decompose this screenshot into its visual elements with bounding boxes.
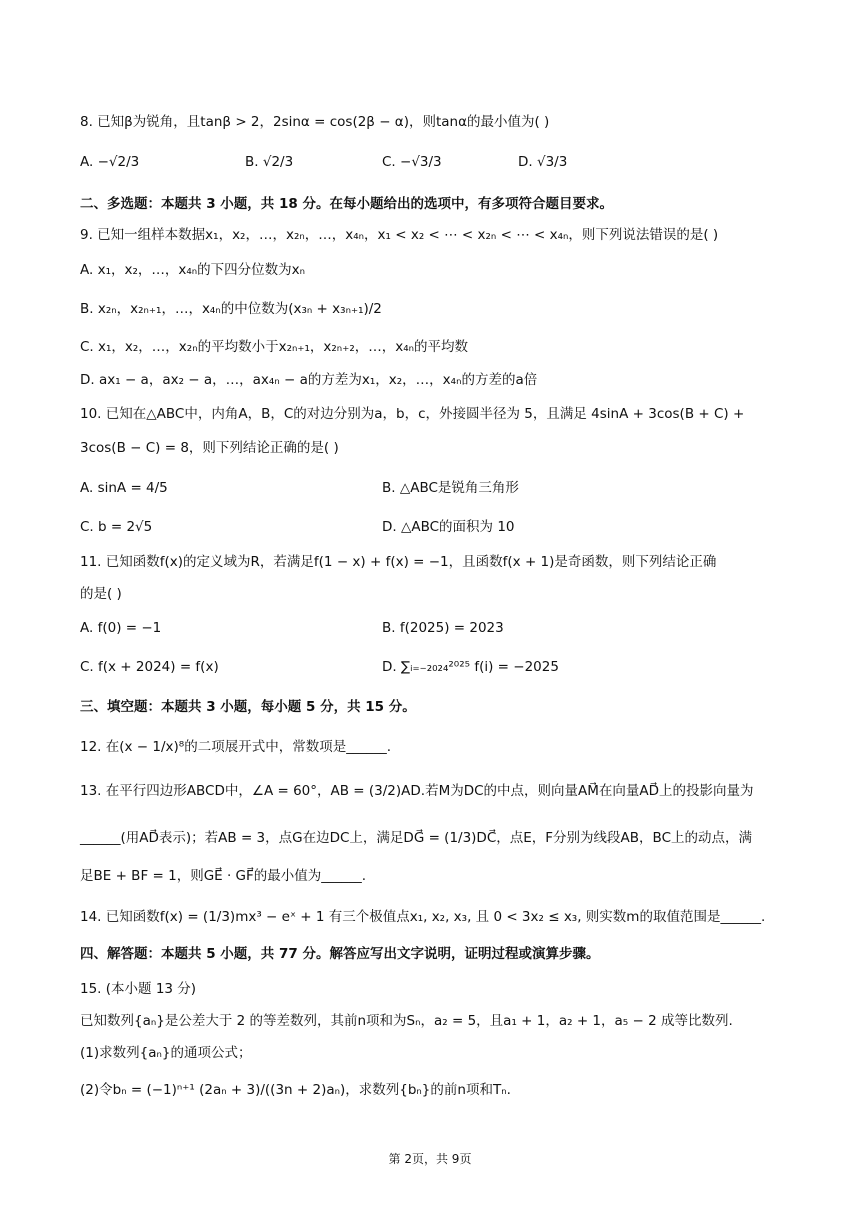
q8-option-c: C. −√3/3 <box>382 154 442 170</box>
q11-option-d: D. ∑ᵢ₌₋₂₀₂₄²⁰²⁵ f(i) = −2025 <box>382 659 559 675</box>
question-10-stem-line2: 3cos(B − C) = 8，则下列结论正确的是( ) <box>80 440 339 456</box>
section-4-heading: 四、解答题：本题共 5 小题，共 77 分。解答应写出文字说明，证明过程或演算步骤。 <box>80 946 600 962</box>
q10-option-d: D. △ABC的面积为 10 <box>382 519 515 535</box>
question-13-line2: ______(用AD⃗表示)；若AB = 3，点G在边DC上，满足DG⃗ = (1/3)DC⃗，点E，F分别为线段AB，BC上的动点，满 <box>80 830 752 846</box>
q9-option-a: A. x₁，x₂，…，x₄ₙ的下四分位数为xₙ <box>80 262 306 278</box>
q10-option-b: B. △ABC是锐角三角形 <box>382 480 519 496</box>
q10-option-a: A. sinA = 4/5 <box>80 480 168 496</box>
question-14: 14. 已知函数f(x) = (1/3)mx³ − eˣ + 1 有三个极值点x₁, x₂, x₃, 且 0 < 3x₂ ≤ x₃, 则实数m的取值范围是______. <box>80 909 766 925</box>
question-13-line3: 足BE + BF = 1，则GE⃗ · GF⃗的最小值为______. <box>80 868 367 884</box>
question-11-stem-line2: 的是( ) <box>80 586 122 602</box>
question-15-line3: (2)令bₙ = (−1)ⁿ⁺¹ (2aₙ + 3)/((3n + 2)aₙ)，求数列{bₙ}的前n项和Tₙ. <box>80 1082 511 1098</box>
q11-option-b: B. f(2025) = 2023 <box>382 620 504 636</box>
q9-option-c: C. x₁，x₂，…，x₂ₙ的平均数小于x₂ₙ₊₁，x₂ₙ₊₂，…，x₄ₙ的平均数 <box>80 339 469 355</box>
section-2-heading: 二、多选题：本题共 3 小题，共 18 分。在每小题给出的选项中，有多项符合题目要求。 <box>80 196 613 212</box>
question-13-line1: 13. 在平行四边形ABCD中，∠A = 60°，AB = (3/2)AD.若M为DC的中点，则向量AM⃗在向量AD⃗上的投影向量为 <box>80 783 754 799</box>
question-8-stem: 8. 已知β为锐角，且tanβ > 2，2sinα = cos(2β − α)，则tanα的最小值为( ) <box>80 114 550 130</box>
question-15-heading: 15. (本小题 13 分) <box>80 981 197 997</box>
section-3-heading: 三、填空题：本题共 3 小题，每小题 5 分，共 15 分。 <box>80 699 416 715</box>
q11-option-c: C. f(x + 2024) = f(x) <box>80 659 219 675</box>
question-11-stem-line1: 11. 已知函数f(x)的定义域为R，若满足f(1 − x) + f(x) = −1，且函数f(x + 1)是奇函数，则下列结论正确 <box>80 554 717 570</box>
question-9-stem: 9. 已知一组样本数据x₁，x₂，…，x₂ₙ，…，x₄ₙ，x₁ < x₂ < ⋯ < x₂ₙ < ⋯ < x₄ₙ，则下列说法错误的是( ) <box>80 227 719 243</box>
page-footer: 第 2页，共 9页 <box>388 1152 472 1166</box>
q8-option-a: A. −√2/3 <box>80 154 140 170</box>
question-10-stem-line1: 10. 已知在△ABC中，内角A，B，C的对边分别为a，b，c，外接圆半径为 5，且满足 4sinA + 3cos(B + C) + <box>80 406 745 422</box>
question-12: 12. 在(x − 1/x)⁸的二项展开式中，常数项是______. <box>80 739 392 755</box>
q9-option-b: B. x₂ₙ，x₂ₙ₊₁，…，x₄ₙ的中位数为(x₃ₙ + x₃ₙ₊₁)/2 <box>80 301 382 317</box>
q8-option-d: D. √3/3 <box>518 154 568 170</box>
question-15-line1: 已知数列{aₙ}是公差大于 2 的等差数列，其前n项和为Sₙ，a₂ = 5，且a₁ + 1，a₂ + 1，a₅ − 2 成等比数列. <box>80 1013 733 1029</box>
question-15-line2: (1)求数列{aₙ}的通项公式； <box>80 1045 252 1061</box>
q10-option-c: C. b = 2√5 <box>80 519 153 535</box>
q11-option-a: A. f(0) = −1 <box>80 620 162 636</box>
q9-option-d: D. ax₁ − a，ax₂ − a，…，ax₄ₙ − a的方差为x₁，x₂，…，x₄ₙ的方差的a倍 <box>80 372 538 388</box>
q8-option-b: B. √2/3 <box>245 154 294 170</box>
